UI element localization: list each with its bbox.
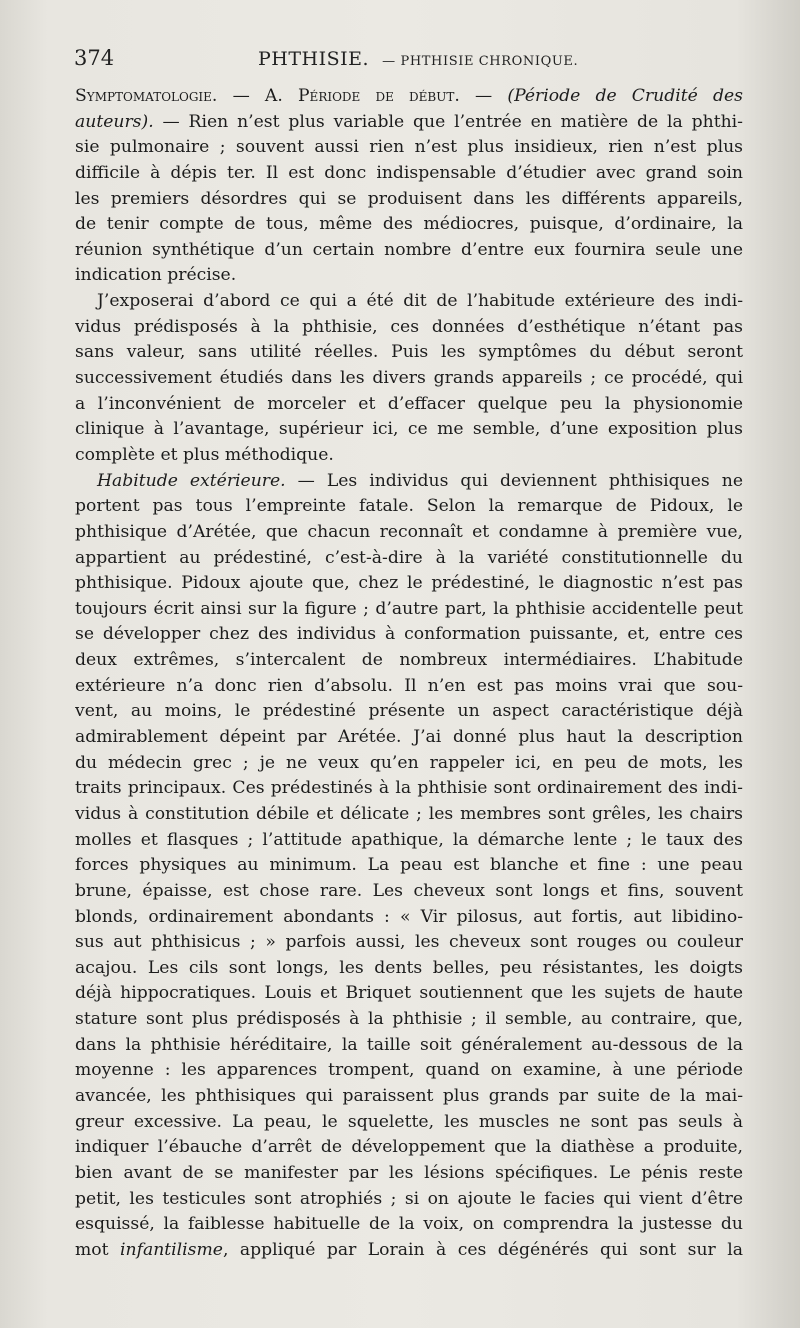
text-segment: a l’inconvénient de morceler et d’effacer quelque peu la physionomie bbox=[75, 393, 743, 414]
text-segment: auteurs). bbox=[75, 111, 154, 132]
text-segment: — Rien n’est plus variable que l’entrée en matière de la phthi- bbox=[153, 111, 743, 132]
text-segment: forces physiques au minimum. La peau est blanche et fine : une peau bbox=[75, 855, 743, 876]
text-line bbox=[75, 212, 743, 238]
text-segment: infantilisme bbox=[120, 1239, 223, 1260]
text-line bbox=[75, 699, 743, 725]
text-segment: se développer chez des individus à conformation puissante, et, entre ces bbox=[75, 624, 743, 645]
text-segment: brune, épaisse, est chose rare. Les cheveux sont longs et fins, souvent bbox=[75, 880, 743, 901]
text-segment: clinique à l’avantage, supérieur ici, ce me semble, d’une exposition plus bbox=[75, 419, 743, 440]
text-segment: portent pas tous l’empreinte fatale. Selon la remarque de Pidoux, le bbox=[75, 496, 743, 517]
text-segment: vidus prédisposés à la phthisie, ces données d’esthétique n’étant pas bbox=[75, 316, 743, 337]
text-line bbox=[75, 161, 743, 187]
text-segment: dans la phthisie héréditaire, la taille soit généralement au-dessous de la bbox=[75, 1034, 743, 1055]
text-line bbox=[75, 1212, 743, 1238]
text-segment: phthisique d’Arétée, que chacun reconnaît et condamne à première vue, bbox=[75, 521, 743, 542]
text-line bbox=[75, 392, 743, 418]
text-segment: complète et plus méthodique. bbox=[75, 444, 334, 465]
text-line bbox=[75, 263, 743, 289]
text-segment: sie pulmonaire ; souvent aussi rien n’est plus insidieux, rien n’est plus bbox=[75, 137, 743, 158]
text-segment: successivement étudiés dans les divers grands appareils ; ce procédé, qui bbox=[75, 368, 743, 389]
text-line bbox=[75, 520, 743, 546]
text-line bbox=[75, 315, 743, 341]
text-segment: greur excessive. La peau, le squelette, les muscles ne sont pas seuls à bbox=[75, 1111, 743, 1132]
text-line bbox=[75, 622, 743, 648]
text-line bbox=[75, 802, 743, 828]
text-segment: admirablement dépeint par Arétée. J’ai donné plus haut la description bbox=[75, 727, 743, 748]
text-line bbox=[75, 597, 743, 623]
text-segment: indication précise. bbox=[75, 265, 237, 286]
text-line bbox=[75, 725, 743, 751]
running-subtitle: — PHTHISIE CHRONIQUE. bbox=[382, 54, 579, 69]
text-line bbox=[75, 1084, 743, 1110]
text-segment: sans valeur, sans utilité réelles. Puis les symptômes du début seront bbox=[75, 342, 743, 363]
text-segment: acajou. Les cils sont longs, les dents belles, peu résistantes, les doigts bbox=[75, 957, 743, 978]
text-line bbox=[75, 981, 743, 1007]
text-line bbox=[75, 853, 743, 879]
text-line bbox=[75, 1007, 743, 1033]
body-text bbox=[75, 84, 743, 1263]
text-line bbox=[75, 187, 743, 213]
text-segment: molles et flasques ; l’attitude apathique, la démarche lente ; le taux des bbox=[75, 829, 743, 850]
text-line bbox=[75, 135, 743, 161]
text-line bbox=[75, 930, 743, 956]
text-line bbox=[75, 366, 743, 392]
text-line bbox=[75, 84, 743, 110]
text-segment: petit, les testicules sont atrophiés ; si on ajoute le facies qui vient d’être bbox=[75, 1188, 743, 1209]
text-line bbox=[75, 648, 743, 674]
text-segment: les premiers désordres qui se produisent dans les différents appareils, bbox=[75, 188, 743, 209]
text-line bbox=[75, 289, 743, 315]
text-line bbox=[75, 828, 743, 854]
text-segment: traits principaux. Ces prédestinés à la phthisie sont ordinairement des indi- bbox=[75, 778, 743, 799]
text-segment: appartient au prédestiné, c’est-à-dire à la variété constitutionnelle du bbox=[75, 547, 743, 568]
text-segment: difficile à dépis ter. Il est donc indispensable d’étudier avec grand soin bbox=[75, 162, 743, 183]
text-segment: esquissé, la faiblesse habituelle de la voix, on comprendra la justesse du bbox=[75, 1214, 743, 1235]
text-segment: — Les individus qui deviennent phthisiques ne bbox=[285, 470, 743, 491]
text-segment: de tenir compte de tous, même des médiocres, puisque, d’ordinaire, la bbox=[75, 214, 743, 235]
text-line bbox=[75, 1058, 743, 1084]
text-segment: avancée, les phthisiques qui paraissent plus grands par suite de la mai- bbox=[75, 1085, 743, 1106]
running-title: PHTHISIE. bbox=[258, 48, 370, 70]
text-segment: J’exposerai d’abord ce qui a été dit de l’habitude extérieure des indi- bbox=[97, 291, 743, 312]
text-line bbox=[75, 956, 743, 982]
text-segment: indiquer l’ébauche d’arrêt de développement que la diathèse a produite, bbox=[75, 1137, 743, 1158]
text-segment: toujours écrit ainsi sur la figure ; d’autre part, la phthisie accidentelle peut bbox=[75, 598, 743, 619]
text-line bbox=[75, 571, 743, 597]
text-line bbox=[75, 110, 743, 136]
text-segment: Symptomatologie. — A. Période de début. — bbox=[75, 86, 508, 106]
text-line bbox=[75, 238, 743, 264]
text-segment: moyenne : les apparences trompent, quand on examine, à une période bbox=[75, 1060, 743, 1081]
text-line bbox=[75, 1110, 743, 1136]
text-line bbox=[75, 546, 743, 572]
text-line bbox=[75, 1135, 743, 1161]
page-number: 374 bbox=[74, 46, 115, 70]
text-line bbox=[75, 469, 743, 495]
page-header bbox=[74, 46, 744, 78]
text-line bbox=[75, 494, 743, 520]
text-segment: déjà hippocratiques. Louis et Briquet soutiennent que les sujets de haute bbox=[75, 983, 743, 1004]
text-segment: bien avant de se manifester par les lésions spécifiques. Le pénis reste bbox=[75, 1162, 743, 1183]
text-segment: Habitude extérieure. bbox=[97, 470, 286, 491]
text-line bbox=[75, 443, 743, 469]
text-line bbox=[75, 1161, 743, 1187]
text-line bbox=[75, 417, 743, 443]
text-segment: deux extrêmes, s’intercalent de nombreux intermédiaires. L’habitude bbox=[75, 650, 743, 671]
text-segment: phthisique. Pidoux ajoute que, chez le prédestiné, le diagnostic n’est pas bbox=[75, 573, 743, 594]
running-head bbox=[258, 48, 578, 70]
text-line bbox=[75, 879, 743, 905]
text-segment: vent, au moins, le prédestiné présente un aspect caractéristique déjà bbox=[75, 701, 743, 722]
text-segment: extérieure n’a donc rien d’absolu. Il n’en est pas moins vrai que sou- bbox=[75, 675, 743, 696]
text-segment: vidus à constitution débile et délicate ; les membres sont grêles, les chairs bbox=[75, 803, 743, 824]
text-segment: réunion synthétique d’un certain nombre d’entre eux fournira seule une bbox=[75, 239, 743, 260]
text-segment: mot bbox=[75, 1239, 121, 1260]
text-segment: blonds, ordinairement abondants : « Vir pilosus, aut fortis, aut libidino- bbox=[75, 906, 743, 927]
text-line bbox=[75, 1187, 743, 1213]
text-line bbox=[75, 751, 743, 777]
text-segment: stature sont plus prédisposés à la phthisie ; il semble, au contraire, que, bbox=[75, 1009, 743, 1030]
text-line bbox=[75, 776, 743, 802]
text-segment: (Période de Crudité des bbox=[507, 86, 743, 106]
text-line bbox=[75, 1033, 743, 1059]
text-line bbox=[75, 1238, 743, 1264]
text-line bbox=[75, 674, 743, 700]
text-segment: sus aut phthisicus ; » parfois aussi, les cheveux sont rouges ou couleur bbox=[75, 932, 743, 953]
text-line bbox=[75, 340, 743, 366]
text-segment: , appliqué par Lorain à ces dégénérés qui sont sur la bbox=[222, 1239, 743, 1260]
text-segment: du médecin grec ; je ne veux qu’en rappeler ici, en peu de mots, les bbox=[75, 752, 743, 773]
text-line bbox=[75, 905, 743, 931]
